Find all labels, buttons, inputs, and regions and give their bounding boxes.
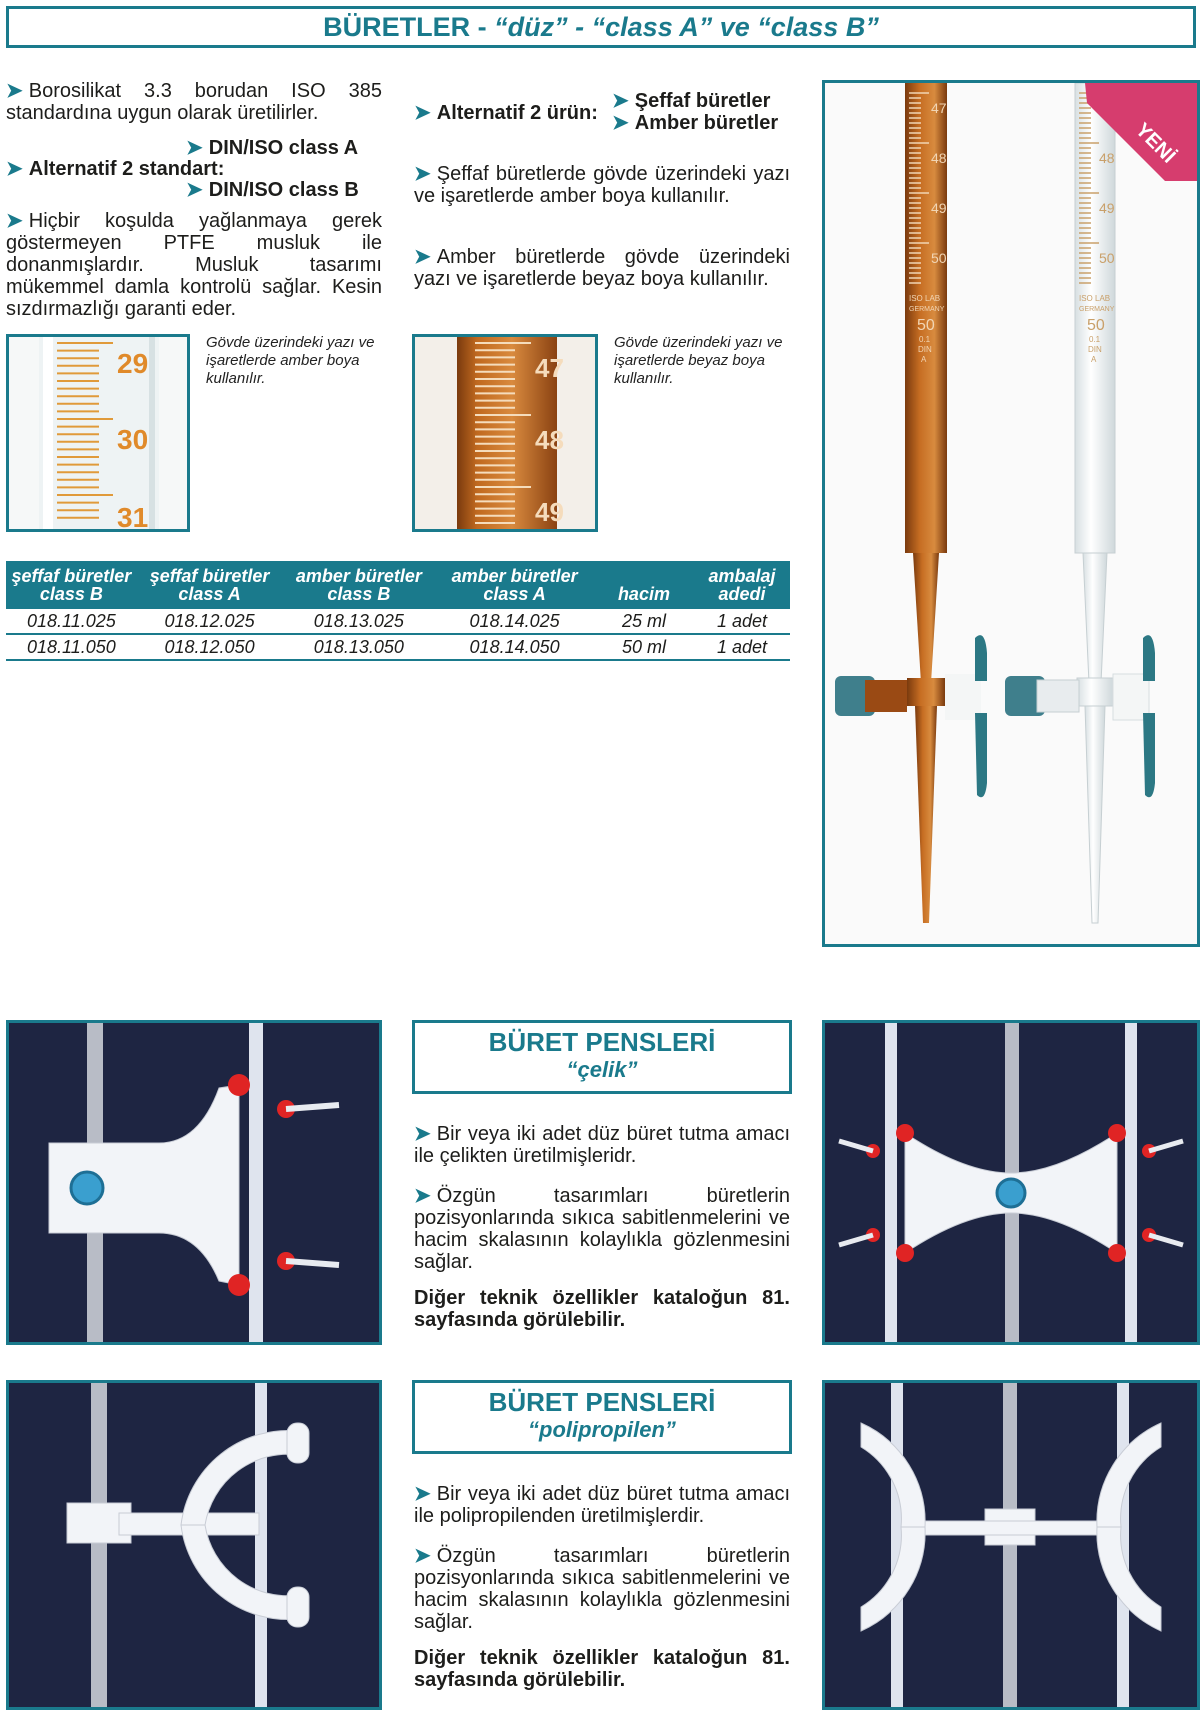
- amber-scale-label-1: 47: [535, 353, 564, 383]
- caption-amber-paint: Gövde üzerindeki yazı ve işaretlerde amber boya kullanılır.: [206, 334, 375, 387]
- amber-photo-mark-3: 49: [931, 200, 947, 216]
- product-option-clear-label: Şeffaf büretler: [634, 90, 771, 112]
- pp-clamp-double-image: [825, 1383, 1197, 1707]
- arrow-icon: ➤: [186, 137, 203, 159]
- table-cell: 018.13.050: [282, 634, 435, 660]
- arrow-icon: ➤: [414, 1123, 431, 1145]
- clear-burette-closeup: [6, 334, 190, 532]
- new-badge-text: YENİ: [1130, 118, 1180, 168]
- steel-clamp-single-photo: [6, 1020, 382, 1345]
- amber-label-line-3: 50: [917, 317, 935, 334]
- amber-burette-paragraph: [414, 246, 790, 290]
- title-main: BÜRETLER -: [323, 11, 487, 42]
- clear-burette-text: Şeffaf büretlerde gövde üzerindeki yazı ve işaretlerde amber boya kullanılır.: [414, 163, 790, 207]
- table-cell: 018.14.050: [435, 634, 594, 660]
- col-header-6: ambalaj adedi: [694, 561, 790, 609]
- steel-clamp-text-2: Özgün tasarımları büretlerin pozisyonlarında sıkıca sabitlenmelerini ve hacim skalasının kolaylıkla gözlenmesini sağlar.: [414, 1185, 790, 1273]
- clear-burette-paragraph: [414, 163, 790, 207]
- table-row: [6, 609, 790, 634]
- pp-clamp-title-box: [412, 1380, 792, 1454]
- arrow-icon: ➤: [414, 1483, 431, 1505]
- alt-standard-label: Alternatif 2 standart:: [28, 158, 225, 180]
- amber-label-line-6: A: [921, 355, 927, 364]
- col-header-5: hacim: [594, 561, 694, 609]
- amber-burette-text: Amber büretlerde gövde üzerindeki yazı ve işaretlerde beyaz boya kullanılır.: [414, 246, 790, 290]
- pp-clamp-title: BÜRET PENSLERİ: [488, 1387, 716, 1417]
- clear-photo-mark-3: 49: [1099, 200, 1115, 216]
- clear-photo-mark-4: 50: [1099, 250, 1115, 266]
- arrow-icon: ➤: [414, 1185, 431, 1207]
- amber-photo-mark-2: 48: [931, 150, 947, 166]
- amber-photo-mark-1: 47: [931, 100, 947, 116]
- pp-clamp-text-2: Özgün tasarımları büretlerin pozisyonlarında sıkıca sabitlenmelerini ve hacim skalasının kolaylıkla gözlenmesini sağlar.: [414, 1545, 790, 1633]
- amber-photo-mark-4: 50: [931, 250, 947, 266]
- col-header-1: şeffaf büretler class B: [6, 561, 137, 609]
- arrow-icon: ➤: [6, 158, 23, 180]
- table-cell: 018.11.025: [6, 609, 137, 634]
- amber-burette-closeup-image: [415, 337, 595, 529]
- product-option-clear: [612, 90, 778, 112]
- ptfe-paragraph: [6, 210, 382, 320]
- product-option-amber: [612, 112, 778, 134]
- burette-product-photo: [822, 80, 1200, 947]
- steel-clamp-text-1: Bir veya iki adet düz büret tutma amacı ile çelikten üretilmişleridr.: [414, 1123, 790, 1167]
- arrow-icon: ➤: [414, 246, 431, 268]
- clear-label-line-5: DIN: [1088, 345, 1102, 354]
- clear-label-line-1: ISO LAB: [1079, 294, 1111, 303]
- intro-text: Borosilikat 3.3 borudan ISO 385 standardına uygun olarak üretilirler.: [6, 80, 382, 124]
- table-cell: 018.12.025: [137, 609, 283, 634]
- arrow-icon: ➤: [414, 1545, 431, 1567]
- table-cell: 018.12.050: [137, 634, 283, 660]
- arrow-icon: ➤: [414, 163, 431, 185]
- steel-clamp-paragraph-2: [414, 1185, 790, 1273]
- table-cell: 018.11.050: [6, 634, 137, 660]
- steel-clamp-title-box: [412, 1020, 792, 1094]
- product-option-amber-label: Amber büretler: [634, 112, 779, 134]
- amber-label-line-5: DIN: [918, 345, 932, 354]
- amber-label-line-2: GERMANY: [909, 306, 945, 313]
- product-code-table: [6, 561, 790, 661]
- clear-burette-tip: [1085, 706, 1105, 923]
- amber-scale-label-3: 49: [535, 497, 564, 527]
- table-header-row: [6, 561, 790, 609]
- burette-photo-image: [825, 83, 1197, 944]
- table-cell: 50 ml: [594, 634, 694, 660]
- title-sub: “düz” - “class A” ve “class B”: [494, 11, 879, 42]
- table-cell: 018.14.025: [435, 609, 594, 634]
- amber-label-line-4: 0.1: [919, 335, 931, 344]
- arrow-icon: ➤: [6, 210, 23, 232]
- pp-clamp-subtitle: “polipropilen”: [528, 1417, 676, 1442]
- std-a-label: DIN/ISO class A: [208, 137, 359, 159]
- intro-paragraph: [6, 80, 382, 124]
- ptfe-text: Hiçbir koşulda yağlanmaya gerek göstermeyen PTFE musluk ile donanmışlardır. Musluk tasarımı mükemmel damla kontrolü sağlar. Kesin sızdırmazlığı garanti eder.: [6, 210, 382, 320]
- steel-clamp-subtitle: “çelik”: [566, 1057, 638, 1082]
- amber-burette-tip: [915, 706, 937, 923]
- amber-burette-closeup: [412, 334, 598, 532]
- clear-label-line-4: 0.1: [1089, 335, 1101, 344]
- product-options: [612, 90, 778, 134]
- pp-clamp-text-1: Bir veya iki adet düz büret tutma amacı ile polipropilenden üretilmişlerdir.: [414, 1483, 790, 1527]
- steel-clamp-paragraph-1: [414, 1123, 790, 1167]
- caption-white-paint: Gövde üzerindeki yazı ve işaretlerde beyaz boya kullanılır.: [614, 334, 783, 387]
- col-header-3: amber büretler class B: [282, 561, 435, 609]
- col-header-2: şeffaf büretler class A: [137, 561, 283, 609]
- arrow-icon: ➤: [414, 102, 431, 124]
- alt-product: [414, 100, 598, 125]
- steel-clamp-reference: Diğer teknik özellikler kataloğun 81. sayfasında görülebilir.: [414, 1287, 790, 1331]
- table-cell: 018.13.025: [282, 609, 435, 634]
- col-header-4: amber büretler class A: [435, 561, 594, 609]
- arrow-icon: ➤: [6, 80, 23, 102]
- steel-clamp-double-photo: [822, 1020, 1200, 1345]
- std-b: [186, 177, 359, 202]
- clear-burette-closeup-image: [9, 337, 187, 529]
- clear-label-line-2: GERMANY: [1079, 306, 1115, 313]
- arrow-icon: ➤: [612, 90, 629, 112]
- table-cell: 1 adet: [694, 634, 790, 660]
- arrow-icon: ➤: [612, 112, 629, 134]
- pp-clamp-single-image: [9, 1383, 379, 1707]
- arrow-icon: ➤: [186, 179, 203, 201]
- table-cell: 25 ml: [594, 609, 694, 634]
- steel-clamp-title: BÜRET PENSLERİ: [488, 1027, 716, 1057]
- scale-label-1: 29: [117, 348, 149, 379]
- amber-label-line-1: ISO LAB: [909, 294, 941, 303]
- amber-scale-label-2: 48: [535, 425, 564, 455]
- steel-clamp-double-image: [825, 1023, 1197, 1342]
- table-row: [6, 634, 790, 660]
- table-cell: 1 adet: [694, 609, 790, 634]
- pp-clamp-reference: Diğer teknik özellikler kataloğun 81. sayfasında görülebilir.: [414, 1647, 790, 1691]
- pp-clamp-paragraph-2: [414, 1545, 790, 1633]
- std-b-label: DIN/ISO class B: [208, 179, 359, 201]
- scale-label-3: 31: [117, 502, 149, 529]
- alt-product-label: Alternatif 2 ürün:: [436, 102, 598, 124]
- pp-clamp-single-photo: [6, 1380, 382, 1710]
- pp-clamp-paragraph-1: [414, 1483, 790, 1527]
- pp-clamp-double-photo: [822, 1380, 1200, 1710]
- steel-clamp-single-image: [9, 1023, 379, 1342]
- clear-label-line-6: A: [1091, 355, 1097, 364]
- clear-label-line-3: 50: [1087, 317, 1105, 334]
- scale-label-2: 30: [117, 424, 149, 455]
- clear-photo-mark-2: 48: [1099, 150, 1115, 166]
- page-title: [6, 6, 1196, 48]
